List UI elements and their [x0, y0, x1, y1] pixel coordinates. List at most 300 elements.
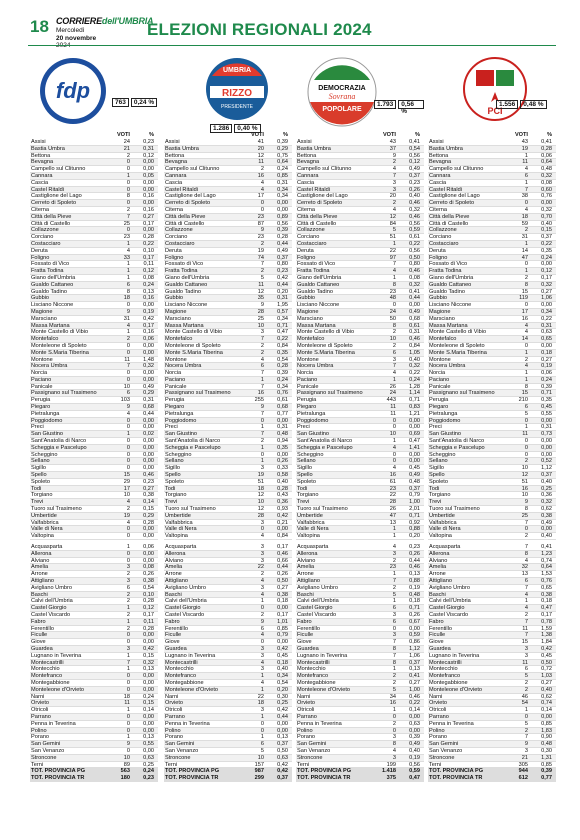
table-row — [30, 193, 158, 200]
vote-percent: 0,84 — [277, 342, 288, 349]
vote-percent: 0,67 — [409, 618, 420, 625]
vote-count: 10 — [521, 465, 528, 472]
table-row — [428, 660, 556, 667]
table-row — [296, 533, 424, 540]
vote-count: 1 — [524, 349, 528, 356]
vote-percent: 0,48 — [541, 741, 552, 748]
table-row — [428, 180, 556, 187]
municipality-name: TOT. PROVINCIA PG — [429, 768, 484, 775]
municipality-name: Porano — [165, 734, 184, 741]
vote-count: 14 — [521, 247, 528, 254]
vote-percent: 0,00 — [277, 206, 288, 213]
table-row — [296, 187, 424, 194]
table-row — [296, 180, 424, 187]
vote-count: 3 — [126, 645, 130, 652]
municipality-name: Corciano — [31, 234, 54, 240]
municipality-name: Cerreto di Spoleto — [31, 200, 77, 206]
table-row — [428, 687, 556, 694]
vote-percent: 0,68 — [409, 315, 420, 322]
municipality-name: TOT. PROVINCIA PG — [165, 768, 220, 775]
list-column-dsp — [296, 56, 424, 782]
vote-percent: 1,00 — [409, 499, 420, 506]
municipality-name: Montecastrilli — [165, 659, 198, 666]
municipality-name: Umbertide — [297, 512, 323, 519]
vote-percent: 0,12 — [409, 159, 420, 166]
municipality-name: Spoleto — [297, 478, 316, 485]
vote-percent: 0,35 — [277, 349, 288, 356]
table-row — [164, 592, 292, 599]
vote-count: 3 — [260, 557, 264, 564]
municipality-name: Collazzone — [31, 227, 59, 234]
municipality-name: Campello sul Clitunno — [165, 166, 220, 172]
municipality-name: Collazzone — [429, 227, 457, 234]
table-row — [296, 227, 424, 234]
vote-percent: 0,56 — [277, 220, 288, 227]
vote-count: 7 — [524, 519, 528, 526]
municipality-name: Pietralunga — [297, 410, 326, 417]
municipality-name: Magione — [165, 308, 187, 315]
vote-percent: 0,14 — [143, 707, 154, 714]
table-row — [428, 486, 556, 493]
vote-count: 2 — [260, 342, 264, 349]
vote-percent: 0,23 — [277, 268, 288, 275]
municipality-name: San Venanzo — [165, 747, 199, 754]
municipality-name: Arrone — [297, 571, 314, 577]
table-row — [164, 619, 292, 626]
municipality-name: Ferentillo — [31, 625, 55, 632]
vote-count: 12 — [257, 492, 264, 499]
vote-count: 8 — [524, 383, 528, 390]
table-row — [296, 397, 424, 404]
vote-percent: 0,23 — [409, 179, 420, 186]
vote-count: 1 — [392, 571, 396, 578]
vote-count: 180 — [120, 775, 130, 782]
municipality-name: Cascia — [297, 179, 315, 186]
table-row — [296, 660, 424, 667]
municipality-name: Montecchio — [297, 666, 326, 673]
vote-count: 1 — [392, 666, 396, 673]
table-row — [428, 673, 556, 680]
vote-count: 443 — [386, 397, 396, 404]
vote-percent: 0,74 — [541, 700, 552, 707]
municipality-name: Stroncone — [31, 754, 57, 761]
municipality-name: Valfabbrica — [297, 519, 325, 526]
vote-percent: 0,76 — [277, 390, 288, 397]
vote-count: 23 — [123, 234, 130, 241]
vote-percent: 0,00 — [409, 417, 420, 424]
vote-percent: 0,27 — [277, 584, 288, 591]
municipality-name: Costacciaro — [297, 240, 327, 247]
vote-percent: 0,00 — [143, 458, 154, 465]
table-row — [428, 390, 556, 397]
municipality-name: Attigliano — [297, 578, 321, 584]
municipality-name: Corciano — [297, 234, 320, 240]
vote-count: 3 — [260, 707, 264, 714]
table-row — [30, 734, 158, 741]
svg-text:POPOLARE: POPOLARE — [322, 106, 362, 113]
vote-percent: 0,13 — [277, 734, 288, 741]
municipality-name: Ficulle — [297, 632, 314, 639]
table-row — [296, 411, 424, 418]
results-table — [296, 132, 424, 782]
vote-percent: 0,00 — [143, 376, 154, 383]
list-logo-area — [30, 56, 158, 132]
svg-text:UMBRIA: UMBRIA — [223, 67, 251, 74]
table-row — [296, 234, 424, 241]
vote-count: 2 — [524, 274, 528, 281]
table-row — [428, 741, 556, 748]
table-row — [164, 289, 292, 296]
table-row — [164, 390, 292, 397]
municipality-name: Polino — [31, 727, 47, 734]
table-row — [428, 598, 556, 605]
table-row — [30, 289, 158, 296]
vote-count: 6 — [392, 349, 396, 356]
vote-count: 51 — [257, 478, 264, 485]
vote-percent: 0,00 — [143, 557, 154, 564]
table-row — [428, 377, 556, 384]
table-row — [164, 139, 292, 146]
municipality-name: Cerreto di Spoleto — [165, 200, 211, 206]
table-row — [164, 336, 292, 343]
table-row — [164, 465, 292, 472]
vote-percent: 0,00 — [409, 458, 420, 465]
table-row — [30, 424, 158, 431]
vote-count: 0 — [126, 349, 130, 356]
table-row — [164, 694, 292, 701]
vote-percent: 0,00 — [541, 526, 552, 533]
vote-percent: 0,50 — [541, 659, 552, 666]
vote-count: 0 — [524, 302, 528, 309]
table-row — [30, 214, 158, 221]
vote-count: 9 — [392, 152, 396, 159]
vote-count: 18 — [123, 295, 130, 302]
vote-count: 19 — [521, 145, 528, 152]
vote-count: 2 — [392, 584, 396, 591]
vote-percent: 0,11 — [143, 261, 154, 268]
municipality-name: Preci — [429, 424, 442, 431]
vote-count: 0 — [524, 200, 528, 207]
vote-count: 1 — [126, 605, 130, 612]
vote-percent: 0,08 — [143, 564, 154, 571]
municipality-name: Sellano — [31, 458, 50, 465]
vote-percent: 0,15 — [143, 506, 154, 513]
vote-count: 6 — [524, 578, 528, 584]
vote-percent: 0,48 — [277, 431, 288, 438]
vote-count: 1 — [260, 713, 264, 720]
table-row — [296, 207, 424, 214]
municipality-name: Montefalco — [31, 336, 59, 342]
municipality-name: Cerreto di Spoleto — [297, 200, 343, 206]
vote-percent: 0,31 — [541, 322, 552, 329]
vote-count: 3 — [392, 632, 396, 639]
municipality-name: Acquasparta — [429, 544, 461, 550]
municipality-name: Otricoli — [165, 707, 183, 713]
table-row — [428, 323, 556, 330]
vote-count: 4 — [524, 322, 528, 329]
vote-percent: 0,32 — [409, 281, 420, 288]
vote-count: 29 — [123, 478, 130, 485]
table-row — [30, 755, 158, 762]
vote-count: 0 — [126, 720, 130, 727]
list-column-pci — [428, 56, 556, 782]
municipality-name: San Giustino — [297, 431, 330, 438]
table-row — [428, 646, 556, 653]
table-row — [296, 551, 424, 558]
vote-percent: 0,61 — [277, 397, 288, 404]
municipality-name: Castel Viscardo — [165, 611, 205, 618]
vote-count: 41 — [257, 139, 264, 145]
vote-percent: 0,00 — [277, 417, 288, 424]
table-row — [428, 153, 556, 160]
municipality-name: Ficulle — [429, 632, 446, 639]
municipality-name: Narni — [429, 693, 443, 700]
municipality-name: Massa Martana — [429, 322, 468, 329]
rizzo-logo — [204, 56, 270, 122]
table-row — [428, 424, 556, 431]
table-row — [30, 533, 158, 540]
municipality-name: Avigliano Umbro — [165, 584, 206, 591]
vote-count: 0 — [392, 458, 396, 465]
vote-count: 0 — [260, 720, 264, 727]
table-row — [30, 275, 158, 282]
vote-count: 2 — [260, 240, 264, 247]
vote-percent: 0,77 — [541, 775, 552, 782]
vote-count: 7 — [126, 659, 130, 666]
vote-percent: 0,56 — [409, 152, 420, 159]
page-header — [0, 0, 580, 44]
vote-percent: 0,71 — [277, 322, 288, 329]
municipality-name: Todi — [165, 485, 176, 492]
vote-count: 7 — [260, 410, 264, 417]
vote-count: 2 — [260, 268, 264, 275]
table-row — [164, 728, 292, 735]
vote-count: 25 — [257, 315, 264, 322]
table-row — [164, 506, 292, 513]
vote-count: 199 — [386, 761, 396, 768]
vote-percent: 0,44 — [277, 281, 288, 288]
vote-percent: 0,12 — [541, 268, 552, 275]
table-row — [30, 350, 158, 357]
vote-percent: 0,79 — [277, 632, 288, 639]
vote-percent: 0,41 — [409, 673, 420, 680]
municipality-name: Foligno — [429, 254, 448, 261]
vote-count: 103 — [120, 397, 130, 404]
table-row — [164, 241, 292, 248]
municipality-name: Otricoli — [297, 707, 315, 713]
municipality-name: San Venanzo — [297, 747, 331, 754]
table-row — [164, 646, 292, 653]
municipality-name: Attigliano — [165, 578, 189, 584]
table-row — [296, 452, 424, 459]
municipality-name: Città della Pieve — [165, 213, 206, 220]
vote-count: 17 — [257, 193, 264, 200]
vote-percent: 0,71 — [409, 397, 420, 404]
vote-percent: 0,29 — [143, 390, 154, 397]
svg-text:DEMOCRAZIA: DEMOCRAZIA — [318, 85, 366, 92]
vote-percent: 1,38 — [541, 632, 552, 639]
vote-count: 25 — [123, 220, 130, 227]
vote-percent: 0,00 — [541, 417, 552, 424]
vote-percent: 0,19 — [409, 584, 420, 591]
municipality-name: Trevi — [297, 499, 310, 506]
vote-percent: 0,00 — [277, 451, 288, 458]
vote-percent: 0,40 — [541, 220, 552, 227]
table-row — [428, 544, 556, 551]
table-row — [296, 404, 424, 411]
vote-percent: 0,24 — [277, 376, 288, 383]
table-row — [164, 221, 292, 228]
municipality-name: Passignano sul Trasimeno — [429, 390, 495, 397]
table-row — [164, 755, 292, 762]
vote-percent: 0,23 — [143, 478, 154, 485]
municipality-name: Gubbio — [165, 295, 184, 302]
municipality-name: Scheggia e Pascelupo — [31, 444, 87, 451]
vote-count: 1 — [524, 707, 528, 714]
vote-percent: 0,18 — [277, 598, 288, 605]
vote-count: 2 — [126, 571, 130, 578]
municipality-name: Tuoro sul Trasimeno — [31, 506, 82, 512]
table-row — [164, 207, 292, 214]
vote-percent: 0,24 — [143, 693, 154, 700]
vote-count: 31 — [521, 234, 528, 241]
vote-percent: 0,28 — [143, 234, 154, 241]
table-row — [164, 261, 292, 268]
vote-percent: 0,45 — [277, 652, 288, 659]
table-row — [428, 207, 556, 214]
vote-count: 26 — [389, 383, 396, 390]
vote-count: 18 — [257, 700, 264, 707]
municipality-name: Otricoli — [31, 707, 49, 713]
municipality-name: Lisciano Niccone — [165, 302, 208, 308]
municipality-name: Foligno — [297, 254, 316, 261]
vote-percent: 2,01 — [409, 506, 420, 513]
vote-percent: 0,34 — [541, 308, 552, 315]
vote-percent: 0,76 — [541, 193, 552, 200]
vote-percent: 0,00 — [541, 438, 552, 445]
vote-percent: 0,39 — [409, 734, 420, 741]
vote-percent: 0,27 — [541, 679, 552, 686]
table-row — [428, 241, 556, 248]
vote-percent: 0,49 — [409, 166, 420, 173]
vote-count: 3 — [392, 611, 396, 618]
table-row — [428, 261, 556, 268]
municipality-name: San Venanzo — [31, 747, 65, 754]
newspaper-name-a: CORRIERE — [56, 16, 102, 26]
vote-count: 6 — [524, 666, 528, 673]
vote-count: 3 — [260, 666, 264, 673]
vote-percent: 0,37 — [409, 485, 420, 492]
table-row — [428, 452, 556, 459]
vote-count: 3 — [392, 754, 396, 761]
table-row — [164, 748, 292, 755]
vote-percent: 0,30 — [277, 693, 288, 700]
vote-percent: 0,46 — [277, 550, 288, 557]
municipality-name: Monteleone d'Orvieto — [429, 686, 482, 693]
vote-percent: 0,37 — [541, 234, 552, 241]
table-row — [164, 370, 292, 377]
vote-percent: 0,17 — [277, 544, 288, 551]
vote-percent: 0,18 — [541, 598, 552, 605]
vote-count: 16 — [521, 485, 528, 492]
vote-percent: 0,13 — [143, 734, 154, 741]
table-row — [30, 458, 158, 465]
table-row — [428, 721, 556, 728]
municipality-name: Torgiano — [165, 492, 187, 499]
municipality-name: Fabro — [297, 618, 312, 625]
table-row — [30, 499, 158, 506]
municipality-name: Collazzone — [297, 227, 325, 234]
vote-percent: 1,83 — [541, 727, 552, 734]
province-total-row — [428, 768, 556, 775]
vote-percent: 0,11 — [143, 618, 154, 625]
table-row — [296, 520, 424, 527]
vote-percent: 0,49 — [541, 519, 552, 526]
vote-percent: 0,24 — [277, 166, 288, 173]
vote-percent: 0,73 — [541, 431, 552, 438]
vote-percent: 0,32 — [143, 659, 154, 666]
municipality-name: Giove — [429, 639, 444, 645]
municipality-name: Avigliano Umbro — [297, 584, 338, 591]
vote-count: 35 — [257, 295, 264, 302]
vote-percent: 1,95 — [277, 302, 288, 309]
municipality-name: Citerna — [297, 206, 316, 213]
table-row — [164, 166, 292, 173]
table-row — [296, 275, 424, 282]
table-row — [30, 741, 158, 748]
svg-text:PRESIDENTE: PRESIDENTE — [221, 104, 253, 110]
table-row — [164, 452, 292, 459]
list-total-pct: 0,48 % — [520, 100, 546, 109]
vote-count: 3 — [126, 564, 130, 571]
vote-percent: 0,48 — [409, 478, 420, 485]
vote-count: 22 — [389, 492, 396, 499]
municipality-name: Perugia — [31, 397, 51, 404]
vote-count: 6 — [392, 618, 396, 625]
vote-count: 0 — [260, 206, 264, 213]
municipality-name: Montefranco — [165, 673, 197, 679]
vote-count: 0 — [392, 713, 396, 720]
vote-percent: 0,62 — [541, 693, 552, 700]
table-row — [164, 404, 292, 411]
municipality-name: Penna in Teverina — [297, 720, 342, 727]
table-row — [164, 384, 292, 391]
vote-percent: 0,47 — [409, 775, 420, 782]
vote-percent: 0,00 — [143, 679, 154, 686]
vote-count: 11 — [124, 356, 130, 363]
vote-count: 16 — [257, 172, 264, 179]
table-row — [30, 438, 158, 445]
vote-percent: 0,44 — [277, 713, 288, 720]
vote-percent: 0,66 — [277, 557, 288, 564]
vote-count: 375 — [386, 775, 396, 782]
vote-count: 0 — [260, 526, 264, 533]
province-total-row — [164, 775, 292, 782]
table-row — [428, 513, 556, 520]
table-row — [164, 153, 292, 160]
vote-count: 1 — [392, 526, 396, 533]
table-row — [428, 700, 556, 707]
municipality-name: Gualdo Cattaneo — [429, 281, 472, 288]
vote-percent: 0,14 — [143, 499, 154, 506]
vote-percent: 0,48 — [409, 591, 420, 598]
vote-percent: 0,18 — [277, 659, 288, 666]
municipality-name: Montecastrilli — [297, 659, 330, 666]
table-row — [164, 721, 292, 728]
table-row — [164, 329, 292, 336]
vote-count: 8 — [126, 193, 130, 200]
municipality-name: Lugnano in Teverina — [31, 652, 82, 659]
